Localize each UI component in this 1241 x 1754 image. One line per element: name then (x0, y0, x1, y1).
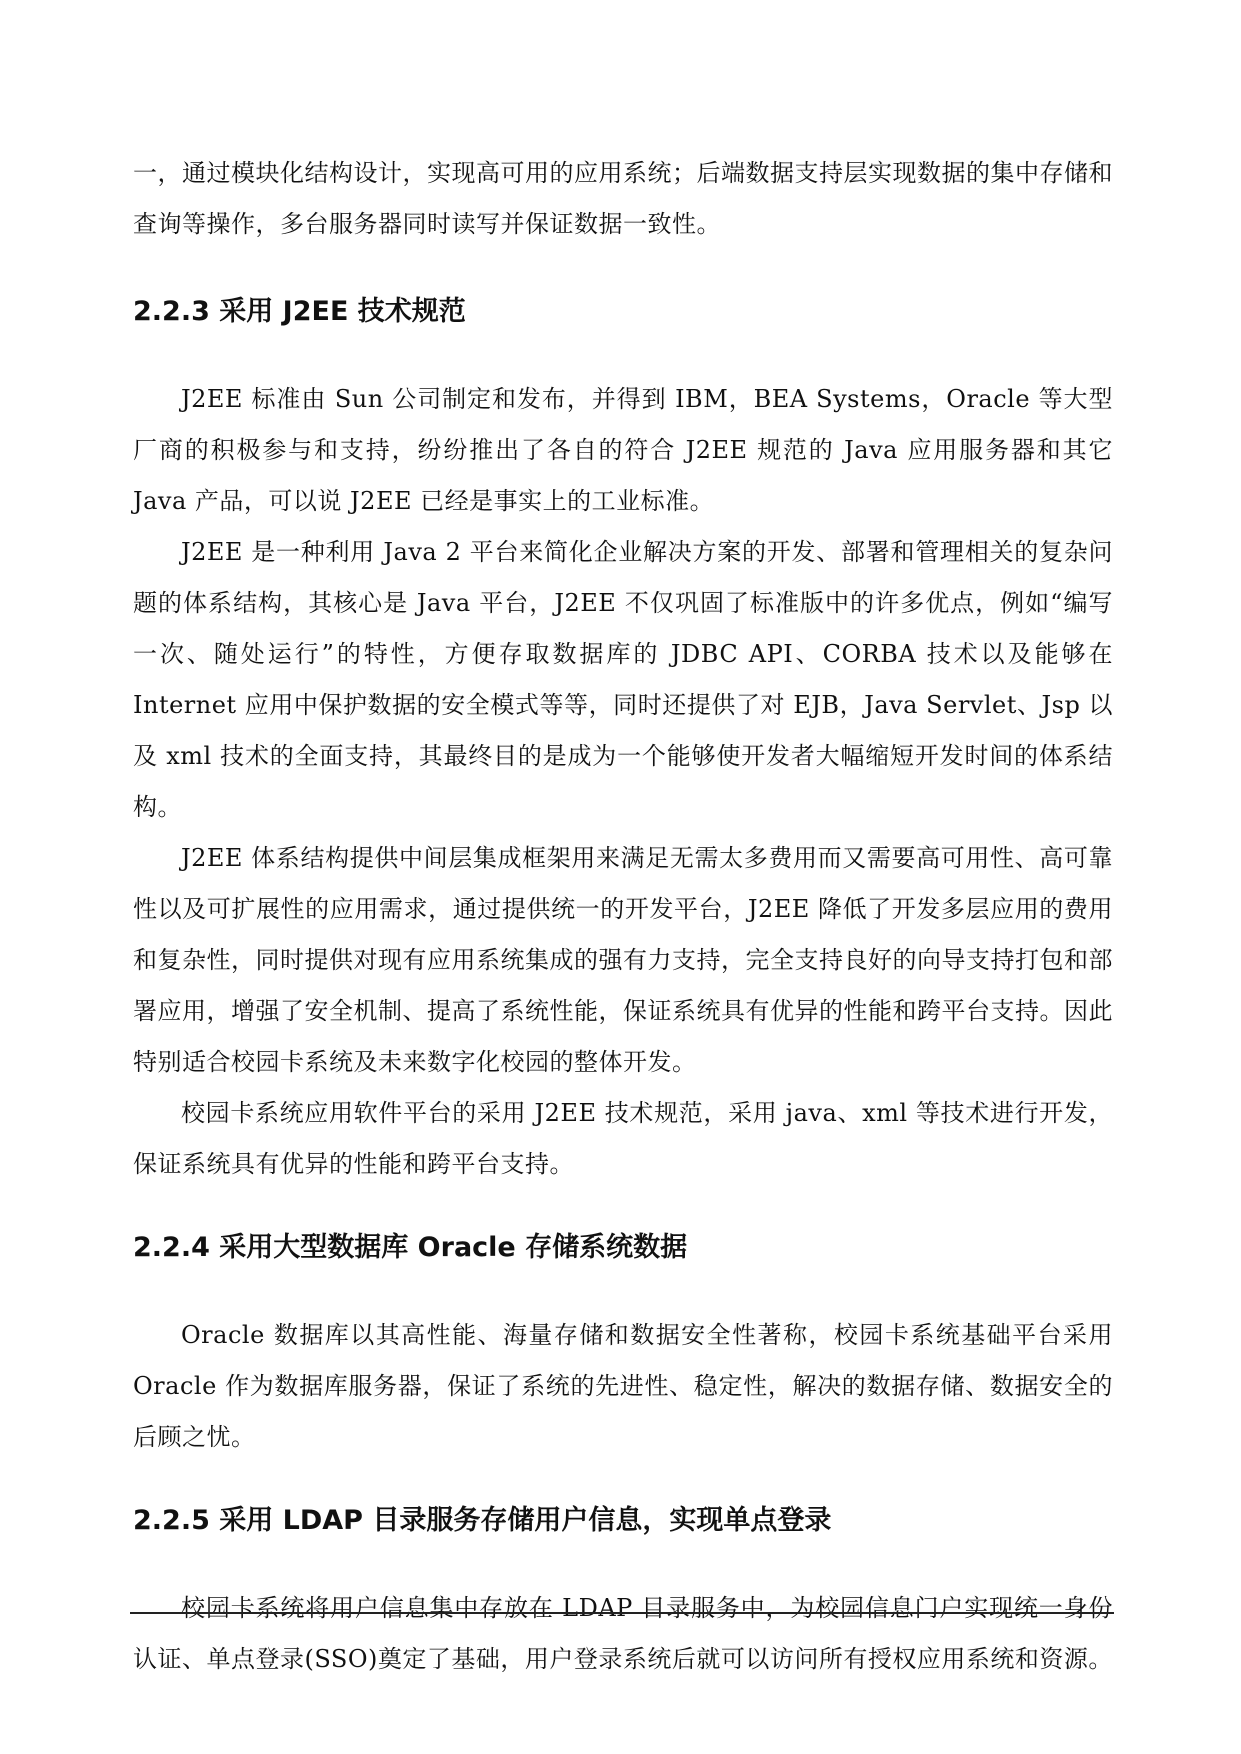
section-heading-2-2-3: 2.2.3 采用 J2EE 技术规范 (133, 296, 466, 327)
footer-divider-line (130, 1612, 1114, 1614)
section-2-2-4-paragraph-1: Oracle 数据库以其高性能、海量存储和数据安全性著称，校园卡系统基础平台采用 Oracle 作为数据库服务器，保证了系统的先进性、稳定性，解决的数据存储、数据安全的后顾之忧。 (133, 1321, 1113, 1451)
section-heading-2-2-5: 2.2.5 采用 LDAP 目录服务存储用户信息，实现单点登录 (133, 1505, 832, 1536)
section-2-2-3-paragraph-3: J2EE 体系结构提供中间层集成框架用来满足无需太多费用而又需要高可用性、高可靠性以及可扩展性的应用需求，通过提供统一的开发平台，J2EE 降低了开发多层应用的费用和复杂性，同时提供对现有应用系统集成的强有力支持，完全支持良好的向导支持打包和部署应用，增强了安全机制、提高了系统性能，保证系统具有优异的性能和跨平台支持。因此特别适合校园卡系统及未来数字化校园的整体开发。 (133, 844, 1113, 1076)
section-2-2-3-paragraph-1: J2EE 标准由 Sun 公司制定和发布，并得到 IBM，BEA Systems，Oracle 等大型厂商的积极参与和支持，纷纷推出了各自的符合 J2EE 规范的 Java 应用服务器和其它 Java 产品，可以说 J2EE 已经是事实上的工业标准。 (133, 385, 1113, 515)
document-body (133, 148, 1113, 1685)
intro-paragraph: 一，通过模块化结构设计，实现高可用的应用系统；后端数据支持层实现数据的集中存储和查询等操作，多台服务器同时读写并保证数据一致性。 (133, 159, 1113, 238)
section-2-2-3-paragraph-4: 校园卡系统应用软件平台的采用 J2EE 技术规范，采用 java、xml 等技术进行开发，保证系统具有优异的性能和跨平台支持。 (133, 1099, 1113, 1178)
section-heading-2-2-4: 2.2.4 采用大型数据库 Oracle 存储系统数据 (133, 1232, 688, 1263)
section-2-2-5-paragraph-1: 校园卡系统将用户信息集中存放在 LDAP 目录服务中，为校园信息门户实现统一身份认证、单点登录(SSO)奠定了基础，用户登录系统后就可以访问所有授权应用系统和资源。 (133, 1594, 1113, 1673)
section-2-2-3-paragraph-2: J2EE 是一种利用 Java 2 平台来简化企业解决方案的开发、部署和管理相关的复杂问题的体系结构，其核心是 Java 平台，J2EE 不仅巩固了标准版中的许多优点，例如“编写一次、随处运行”的特性，方便存取数据库的 JDBC API、CORBA 技术以及能够在 Internet 应用中保护数据的安全模式等等，同时还提供了对 EJB，Java Servlet、Jsp 以及 xml 技术的全面支持，其最终目的是成为一个能够使开发者大幅缩短开发时间的体系结构。 (133, 538, 1113, 821)
